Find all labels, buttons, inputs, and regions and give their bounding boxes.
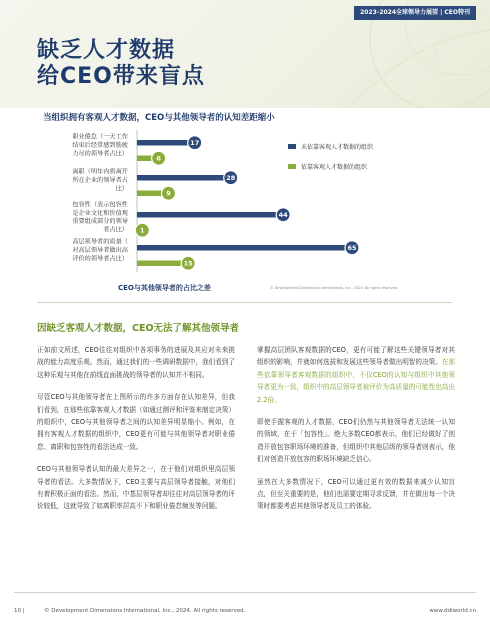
body-paragraph: 即使手握客观的人才数据，CEO们仍然与其他领导者无法统一认知的领域，在于「包容性」。绝大多数CEO都表示，他们已经做好了创造开放包容职场环境的准备，但组织中其他层级的领导者则表示，他们对创造开放包容的职场环境缺乏信心。 — [257, 418, 455, 464]
body-paragraph: 尽管CEO与其他领导者在上图所示的许多方面存在认知差异，但我们看到，在那些依靠客观人才数据（如通过测评和评鉴来制定决策）的组织中，CEO与其他领导者之间的认知差异明显缩小。例如，在拥有客观人才数据的组织中，CEO更有可能与其他领导者对职业倦怠、离职和包容性的看法达成一致。 — [37, 393, 235, 451]
data-label: 1 — [140, 226, 145, 235]
bar-navy — [137, 212, 281, 218]
data-label: 28 — [226, 174, 236, 183]
data-label: 44 — [278, 211, 288, 220]
body-column-left — [37, 344, 235, 523]
bar-navy — [137, 245, 350, 251]
bar-green — [137, 261, 186, 267]
body-paragraph — [257, 344, 455, 406]
section-divider — [37, 302, 452, 303]
bar-navy — [137, 140, 193, 146]
data-label: 6 — [156, 154, 161, 163]
data-label: 17 — [190, 139, 200, 148]
body-column-right — [257, 344, 455, 523]
highlighted-text: 在那些依靠领导者客观数据的组织中，不仅CEO的认知与组织中其他领导者更为一致，组织中的高层领导者被评价为高质量的可能性也高出2.2倍。 — [257, 358, 456, 404]
category-label-line: 包容性（表示包容性 — [72, 201, 128, 209]
category-label-line: 评价的领导者占比） — [72, 255, 128, 263]
body-paragraph: 虽然在大多数情况下，CEO可以通过更有效的数据来减少认知盲点，但至关重要的是，他们也需要定期寻求反馈，并在做出每一个决策时都要考虑其他领导者及员工的体验。 — [257, 477, 455, 511]
body-paragraph: CEO与其他领导者认知的最大差异之一，在于他们对组织里高层领导者的看法。大多数情况下，CEO主要与高层领导者接触，对他们有着积极正面的看法。然而，中基层领导者却往往对高层领导者的评价较低，这就导致了如离职率居高不下和职业倦怠频发等问题。 — [37, 465, 235, 511]
category-label — [72, 133, 128, 158]
legend-swatch-navy — [288, 144, 296, 149]
body-text: 掌握高层团队客观数据的CEO，更有可能了解这些关键领导者对其组织的影响，并就如何选拔和发展这些领导者做出明智的决策。 — [257, 346, 455, 367]
legend-swatch-green — [288, 164, 296, 169]
data-label: 65 — [347, 244, 357, 253]
data-label: 9 — [166, 189, 171, 198]
category-label-line: 是企业文化和价值观 — [72, 209, 128, 217]
category-label-line: 者占比） — [103, 226, 128, 234]
category-label-line: 对高层领导者做出高 — [72, 247, 128, 254]
category-label-line: 职业倦怠（一天工作 — [72, 133, 128, 141]
category-label — [72, 200, 128, 233]
chart-title: 当组织拥有客观人才数据，CEO与其他领导者的认知差距缩小 — [43, 113, 275, 123]
data-label: 15 — [183, 259, 193, 268]
category-label-line: 结束后经常感到筋疲 — [72, 142, 128, 149]
legend-label: 依靠客观人才数据的组织 — [301, 163, 368, 171]
page-number: 10 | — [14, 608, 25, 614]
chart-x-axis-label: CEO与其他领导者的占比之差 — [118, 284, 211, 292]
footer-copyright: © Development Dimensions International, Inc., 2024. All rights reserved. — [44, 608, 246, 614]
chart-legend — [288, 140, 373, 180]
category-label-line: 重要组成部分的领导 — [72, 218, 128, 226]
legend-item-with-data — [288, 160, 373, 172]
category-label — [72, 168, 128, 193]
perception-gap-bar-chart — [0, 120, 490, 290]
footer-url-link[interactable]: www.ddiworld.cn — [429, 608, 476, 614]
category-label — [72, 238, 128, 263]
bar-navy — [137, 175, 229, 181]
category-label-line: 力尽的领导者占比） — [72, 150, 128, 158]
legend-item-no-data — [288, 140, 373, 152]
legend-label: 未依靠客观人才数据的组织 — [301, 143, 374, 151]
chart-copyright: © Development Dimensions International, Inc., 2024. All rights reserved. — [270, 286, 399, 290]
category-label-line: 离职（明年内将离开 — [72, 168, 128, 176]
section-heading: 因缺乏客观人才数据，CEO无法了解其他领导者 — [37, 323, 240, 334]
category-label-line: 所在企业的领导者占 — [72, 177, 128, 184]
body-paragraph: 正如前文所述，CEO往往对组织中各项事务的进展及其应对未来挑战的能力高度乐观。然而，通过我们的一些调研数据中，我们看到了这种乐观与其他在前线直面挑战的领导者的认知并不相同。 — [37, 346, 235, 379]
category-label-line: 比） — [115, 185, 128, 193]
footer-rule — [14, 592, 476, 593]
publication-tag: 2023-2024全球领导力展望 | CEO特刊 — [354, 6, 476, 20]
category-label-line: 高层领导者的质量（ — [72, 238, 128, 246]
page-title-line-1: 缺乏人才数据 — [37, 38, 176, 63]
page-title-line-2: 给CEO带来盲点 — [37, 64, 205, 89]
